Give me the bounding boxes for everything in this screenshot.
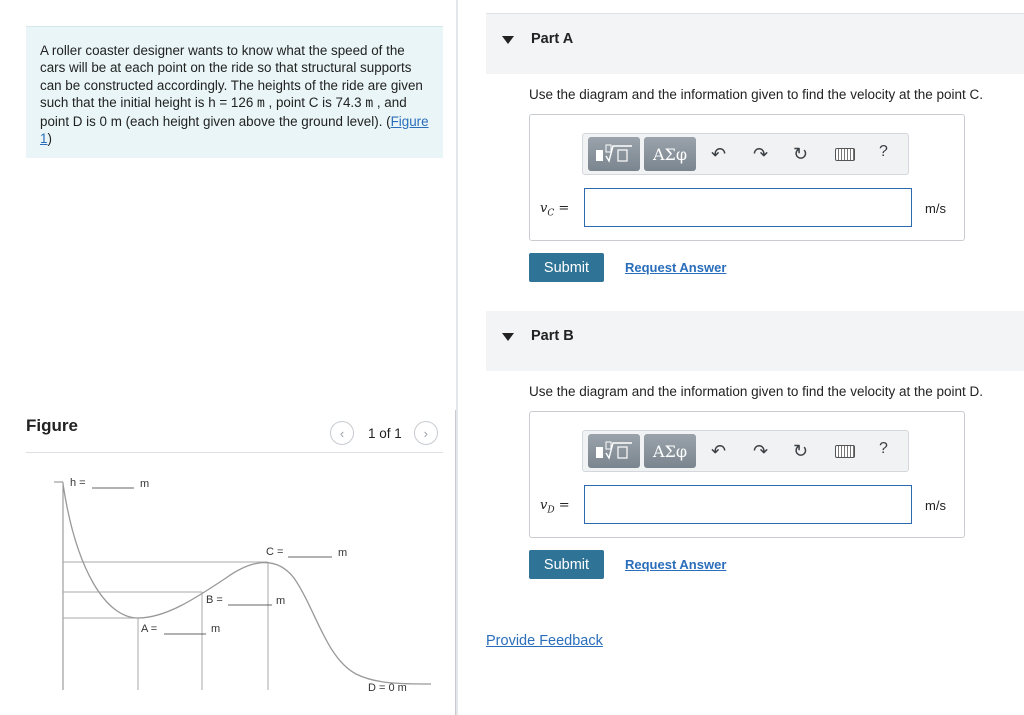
figure-heading: Figure [26, 416, 78, 435]
problem-text-3: , and point D is 0 m (each height given above the ground level). ( [40, 95, 407, 129]
part-b-request-answer-link[interactable]: Request Answer [625, 557, 727, 572]
part-a-instruction: Use the diagram and the information given to find the velocity at the point C. [529, 87, 984, 102]
redo-icon[interactable]: ↷ [753, 441, 769, 461]
roller-coaster-diagram [26, 460, 436, 705]
part-b-answer-input[interactable] [584, 485, 912, 524]
templates-icon [594, 439, 634, 463]
label-h-unit: m [140, 478, 150, 490]
keyboard-icon[interactable] [835, 148, 855, 161]
problem-statement [40, 42, 429, 147]
part-a-title: Part A [531, 31, 574, 47]
figure-divider [26, 452, 443, 453]
label-b-unit: m [276, 595, 286, 607]
label-c: C = [266, 546, 284, 558]
part-b-answer-box [529, 411, 965, 538]
unit-m-2: m [365, 96, 374, 112]
reset-icon[interactable]: ↻ [793, 441, 809, 461]
label-a-unit: m [211, 623, 221, 635]
part-a-request-answer-link[interactable]: Request Answer [625, 260, 727, 275]
label-d: D = 0 m [368, 682, 407, 694]
problem-statement-box [26, 26, 443, 158]
part-b-title: Part B [531, 328, 574, 344]
part-a-header[interactable] [486, 14, 1024, 74]
problem-text-4: ) [47, 131, 52, 147]
label-b: B = [206, 594, 223, 606]
reset-icon[interactable]: ↻ [793, 144, 809, 164]
collapse-triangle-icon[interactable] [502, 333, 514, 341]
var-v-d: v [540, 498, 548, 513]
part-b-submit-button[interactable]: Submit [529, 550, 604, 579]
diagram-track-curve [63, 484, 431, 684]
var-sub-d: D [547, 505, 555, 516]
figure-scroll-divider [455, 410, 456, 715]
label-a: A = [141, 623, 158, 635]
var-eq-d: = [554, 498, 570, 513]
chevron-right-icon: › [423, 425, 428, 441]
undo-icon[interactable]: ↶ [711, 441, 727, 461]
part-a-variable-label [540, 201, 569, 219]
var-eq-c: = [554, 201, 570, 216]
part-b-variable-label [540, 498, 570, 516]
figure-link[interactable]: Figure 1 [40, 113, 429, 147]
part-a-math-toolbar [582, 133, 909, 175]
part-b-math-toolbar [582, 430, 909, 472]
figure-pager [330, 420, 438, 446]
greek-symbols-button[interactable]: ΑΣφ [644, 434, 696, 468]
problem-text-1: A roller coaster designer wants to know what the speed of the cars will be at each point on the ride so that structural supports can be constructed accordingly. The heights of the ride are given such that the initial height is h = 126 [40, 43, 423, 111]
part-b-instruction: Use the diagram and the information given to find the velocity at the point D. [529, 384, 984, 399]
templates-button[interactable] [588, 434, 640, 468]
help-icon[interactable]: ? [879, 143, 888, 160]
greek-symbols-button[interactable]: ΑΣφ [644, 137, 696, 171]
part-a-unit: m/s [925, 201, 946, 216]
undo-icon[interactable]: ↶ [711, 144, 727, 164]
column-divider [456, 0, 458, 715]
templates-icon [594, 142, 634, 166]
label-c-unit: m [338, 547, 348, 559]
help-icon[interactable]: ? [879, 440, 888, 457]
chevron-left-icon: ‹ [339, 425, 345, 441]
label-h: h = [70, 477, 86, 489]
part-b-header[interactable] [486, 311, 1024, 371]
provide-feedback-link[interactable]: Provide Feedback [486, 633, 603, 649]
collapse-triangle-icon[interactable] [502, 36, 514, 44]
templates-button[interactable] [588, 137, 640, 171]
figure-page-indicator: 1 of 1 [368, 425, 402, 441]
unit-m-1: m [257, 96, 265, 112]
part-a-answer-input[interactable] [584, 188, 912, 227]
keyboard-icon[interactable] [835, 445, 855, 458]
var-v-c: v [540, 201, 548, 216]
var-sub-c: C [547, 208, 555, 219]
prev-figure-button[interactable] [330, 421, 354, 445]
next-figure-button[interactable] [414, 421, 438, 445]
part-a-submit-button[interactable]: Submit [529, 253, 604, 282]
part-a-answer-box [529, 114, 965, 241]
problem-text-2: , point C is 74.3 [264, 95, 366, 111]
redo-icon[interactable]: ↷ [753, 144, 769, 164]
part-b-unit: m/s [925, 498, 946, 513]
